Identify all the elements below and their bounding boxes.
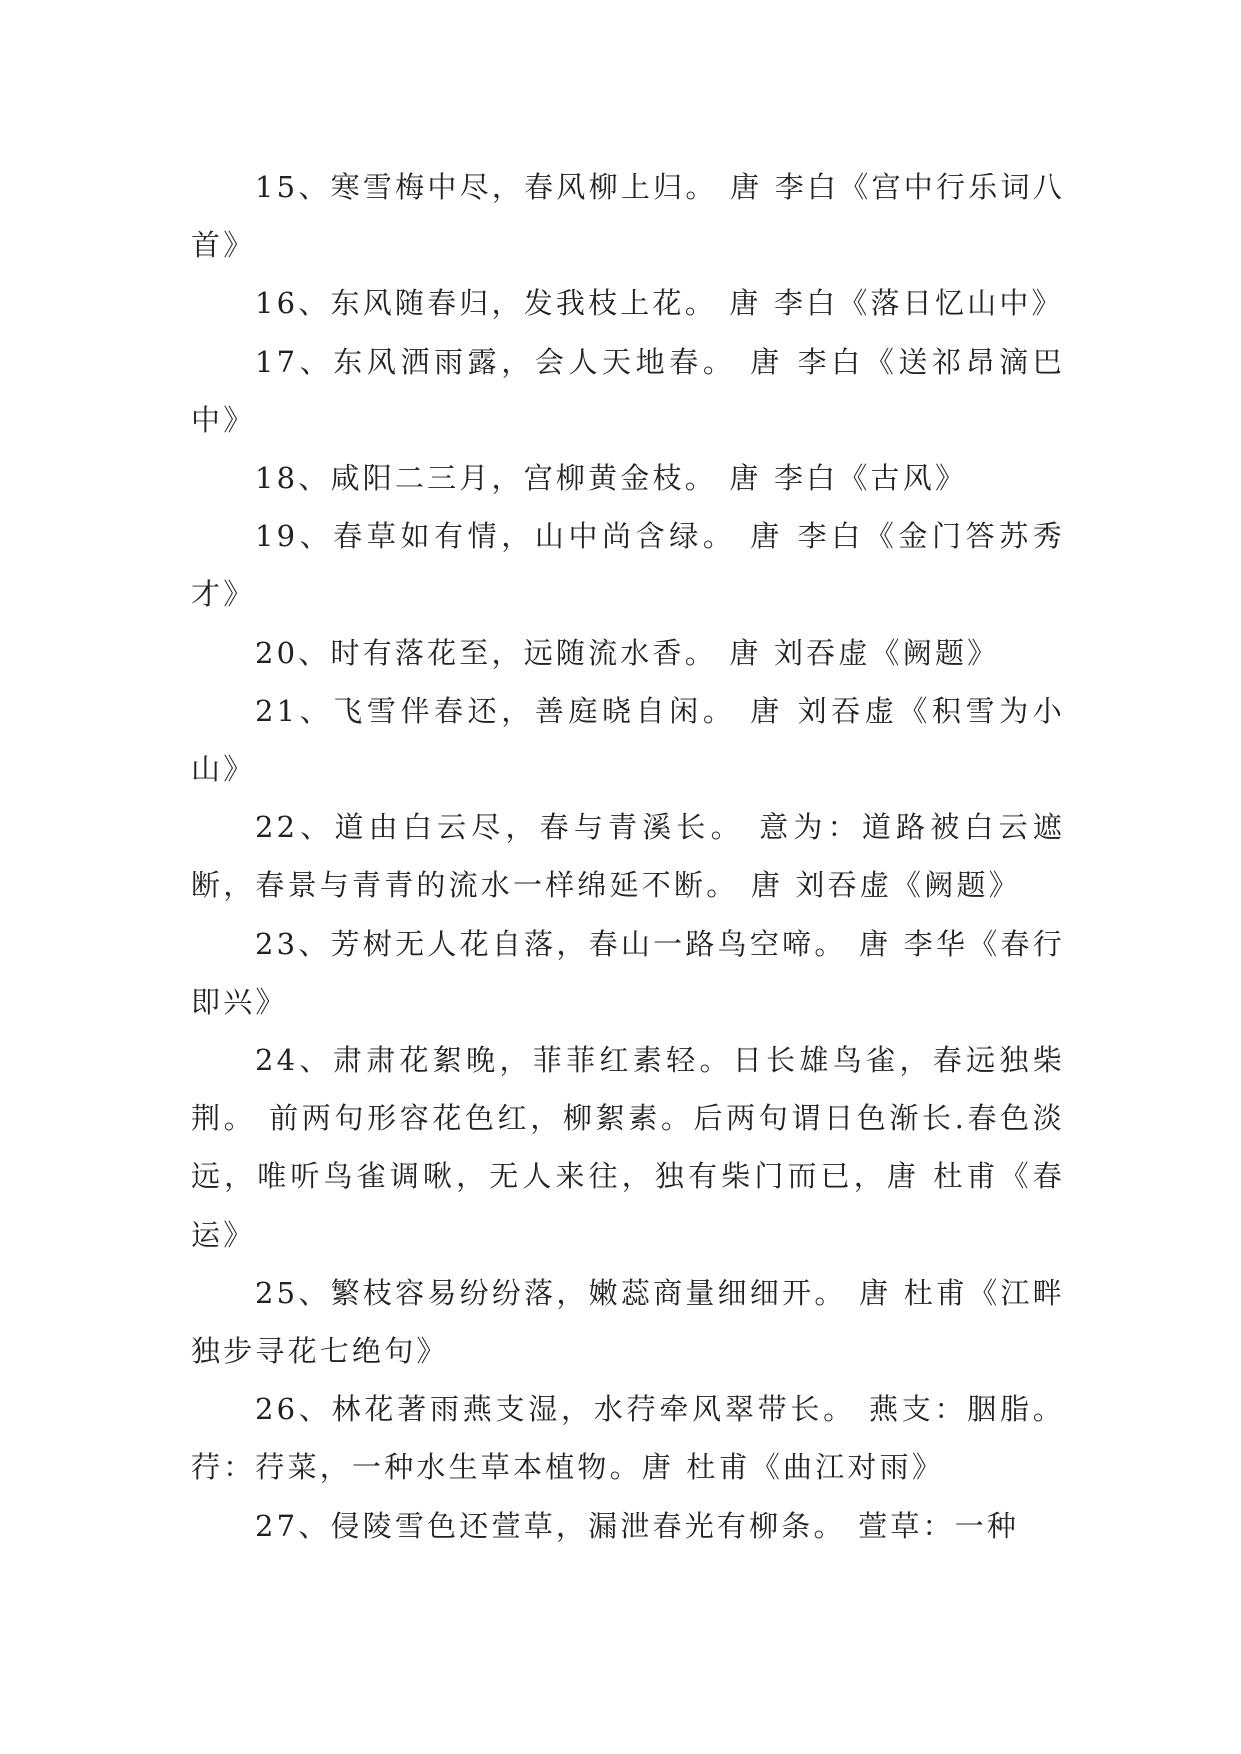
poem-entry-21: 21、飞雪伴春还，善庭晓自闲。 唐 刘吞虚《积雪为小山》 [191,693,1065,787]
poem-entry-22: 22、道由白云尽，春与青溪长。 意为：道路被白云遮断，春景与青青的流水一样绵延不断。 唐 刘吞虚《阙题》 [191,810,1065,903]
poem-entry-20: 20、时有落花至，远随流水香。 唐 刘吞虚《阙题》 [255,635,1000,670]
poem-entry-16: 16、东风随春归，发我枝上花。 唐 李白《落日忆山中》 [255,286,1064,321]
poem-entry-15: 15、寒雪梅中尽，春风柳上归。 唐 李白《宫中行乐词八首》 [191,170,1065,263]
poem-entry-19: 19、春草如有情，山中尚含绿。 唐 李白《金门答苏秀才》 [191,519,1065,612]
poem-entry-23: 23、芳树无人花自落，春山一路鸟空啼。 唐 李华《春行即兴》 [191,926,1065,1019]
document-body [191,158,1065,1555]
poem-entry-27: 27、侵陵雪色还萱草，漏泄春光有柳条。 萱草：一种 [255,1508,1020,1543]
poem-entry-24: 24、肃肃花絮晚，菲菲红素轻。日长雄鸟雀，春远独柴荆。 前两句形容花色红，柳絮素。后两句谓日色渐长.春色淡远，唯听鸟雀调啾，无人来往，独有柴门而已，唐 杜甫《春运》 [191,1043,1065,1252]
poem-entry-17: 17、东风洒雨露，会人天地春。 唐 李白《送祁昂滴巴中》 [191,344,1065,437]
poem-entry-26: 26、林花著雨燕支湿，水荇牵风翠带长。 燕支：胭脂。荇：荇菜，一种水生草本植物。唐 杜甫《曲江对雨》 [191,1392,1065,1485]
poem-entry-18: 18、咸阳二三月，宫柳黄金枝。 唐 李白《古风》 [255,461,968,496]
poem-entry-25: 25、繁枝容易纷纷落，嫩蕊商量细细开。 唐 杜甫《江畔独步寻花七绝句》 [191,1275,1065,1369]
